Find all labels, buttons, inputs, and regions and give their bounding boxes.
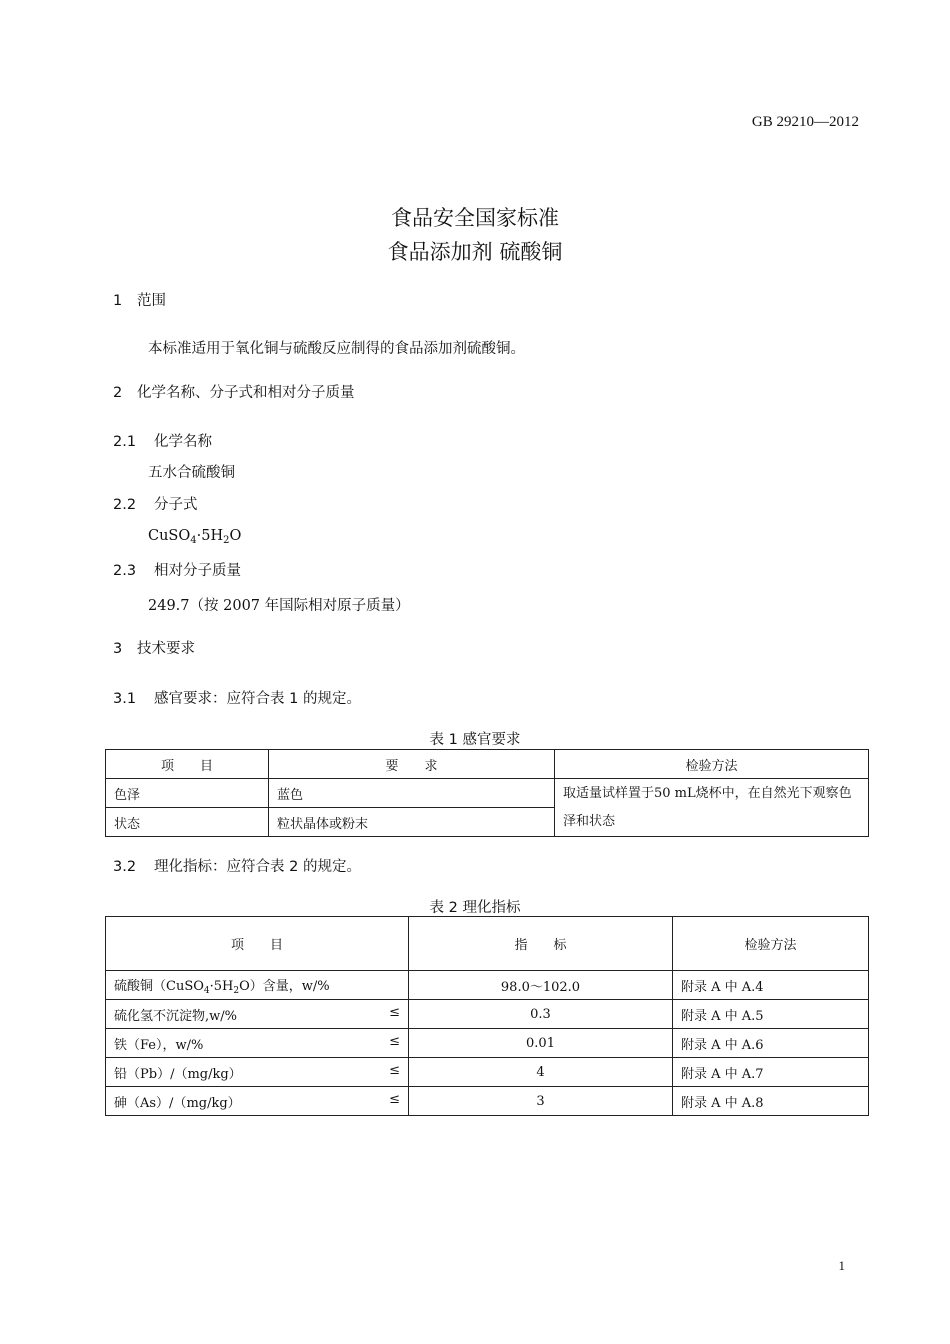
- item-cell: 铅（Pb）/（mg/kg） ≤: [106, 1058, 409, 1087]
- table-2-caption: 表 2 理化指标: [429, 900, 521, 916]
- table-row: [106, 779, 869, 808]
- header-indicator: 指 标: [409, 917, 673, 971]
- document-title: 食品安全国家标准: [391, 206, 559, 230]
- value-cell: 0.01: [409, 1029, 673, 1058]
- header-method: 检验方法: [673, 917, 869, 971]
- value-cell: 98.0～102.0: [409, 971, 673, 1000]
- section-number: 3: [113, 641, 123, 657]
- item-cell: 色泽: [106, 779, 269, 808]
- table-row: [106, 971, 869, 1000]
- section-number: 2.1: [113, 434, 137, 450]
- method-cell: 附录 A 中 A.8: [673, 1087, 869, 1116]
- le-symbol: ≤: [389, 1091, 400, 1107]
- table-header-row: [106, 917, 869, 971]
- item-cell: 硫酸铜$(CuSO_4\cdot 5H_2O)$含量，w/%: [106, 971, 409, 1000]
- sensory-requirements-table: [105, 749, 869, 837]
- table-1-caption: 表 1 感官要求: [429, 732, 521, 748]
- molecular-formula: $CuSO_4\cdot 5H_2O$: [148, 528, 242, 546]
- table-row: [106, 1029, 869, 1058]
- section-title: 化学名称、分子式和相对分子质量: [137, 385, 355, 401]
- requirement-cell: 粒状晶体或粉末: [269, 808, 555, 837]
- method-cell: 附录 A 中 A.7: [673, 1058, 869, 1087]
- header-method: 检验方法: [555, 750, 869, 779]
- section-2-1-heading: [113, 430, 212, 451]
- section-title: 理化指标：应符合表 2 的规定。: [154, 859, 361, 875]
- requirement-cell: 蓝色: [269, 779, 555, 808]
- header-requirement: 要 求: [269, 750, 555, 779]
- table-header-row: [106, 750, 869, 779]
- section-2-3-heading: [113, 559, 241, 580]
- section-title: 技术要求: [137, 641, 195, 657]
- method-cell: 附录 A 中 A.4: [673, 971, 869, 1000]
- section-number: 2.3: [113, 563, 137, 579]
- table-row: [106, 1087, 869, 1116]
- section-3-heading: [113, 637, 195, 658]
- physicochemical-indicators-table: [105, 916, 869, 1116]
- table-row: [106, 1058, 869, 1087]
- method-cell: 附录 A 中 A.5: [673, 1000, 869, 1029]
- item-cell: 砷（As）/（mg/kg） ≤: [106, 1087, 409, 1116]
- le-symbol: ≤: [389, 1062, 400, 1078]
- item-cell: 铁（Fe），w/% ≤: [106, 1029, 409, 1058]
- section-number: 2: [113, 385, 123, 401]
- item-cell: 状态: [106, 808, 269, 837]
- table-row: [106, 1000, 869, 1029]
- section-1-heading: [113, 289, 166, 310]
- le-symbol: ≤: [389, 1033, 400, 1049]
- section-number: 3.2: [113, 859, 137, 875]
- molecular-mass: 249.7（按 2007 年国际相对原子质量）: [148, 598, 410, 614]
- le-symbol: ≤: [389, 1004, 400, 1020]
- section-title: 感官要求：应符合表 1 的规定。: [154, 691, 361, 707]
- header-item: 项 目: [106, 750, 269, 779]
- section-number: 3.1: [113, 691, 137, 707]
- section-title: 分子式: [154, 497, 198, 513]
- section-2-heading: [113, 381, 355, 402]
- document-subtitle: 食品添加剂 硫酸铜: [387, 240, 563, 264]
- section-3-1-heading: [113, 687, 361, 708]
- method-cell: 取适量试样置于50 mL烧杯中，在自然光下观察色泽和状态: [555, 779, 869, 837]
- value-cell: 3: [409, 1087, 673, 1116]
- page-number: 1: [838, 1258, 845, 1273]
- method-cell: 附录 A 中 A.6: [673, 1029, 869, 1058]
- section-1-body: 本标准适用于氧化铜与硫酸反应制得的食品添加剂硫酸铜。: [148, 341, 525, 357]
- value-cell: 0.3: [409, 1000, 673, 1029]
- standard-code: GB 29210—2012: [751, 114, 859, 130]
- value-cell: 4: [409, 1058, 673, 1087]
- chemical-name: 五水合硫酸铜: [148, 465, 235, 481]
- section-title: 化学名称: [154, 434, 212, 450]
- item-cell: 硫化氢不沉淀物,w/% ≤: [106, 1000, 409, 1029]
- section-number: 2.2: [113, 497, 137, 513]
- header-item: 项 目: [106, 917, 409, 971]
- section-number: 1: [113, 293, 123, 309]
- section-3-2-heading: [113, 855, 361, 876]
- section-title: 范围: [137, 293, 166, 309]
- section-2-2-heading: [113, 493, 198, 514]
- section-title: 相对分子质量: [154, 563, 241, 579]
